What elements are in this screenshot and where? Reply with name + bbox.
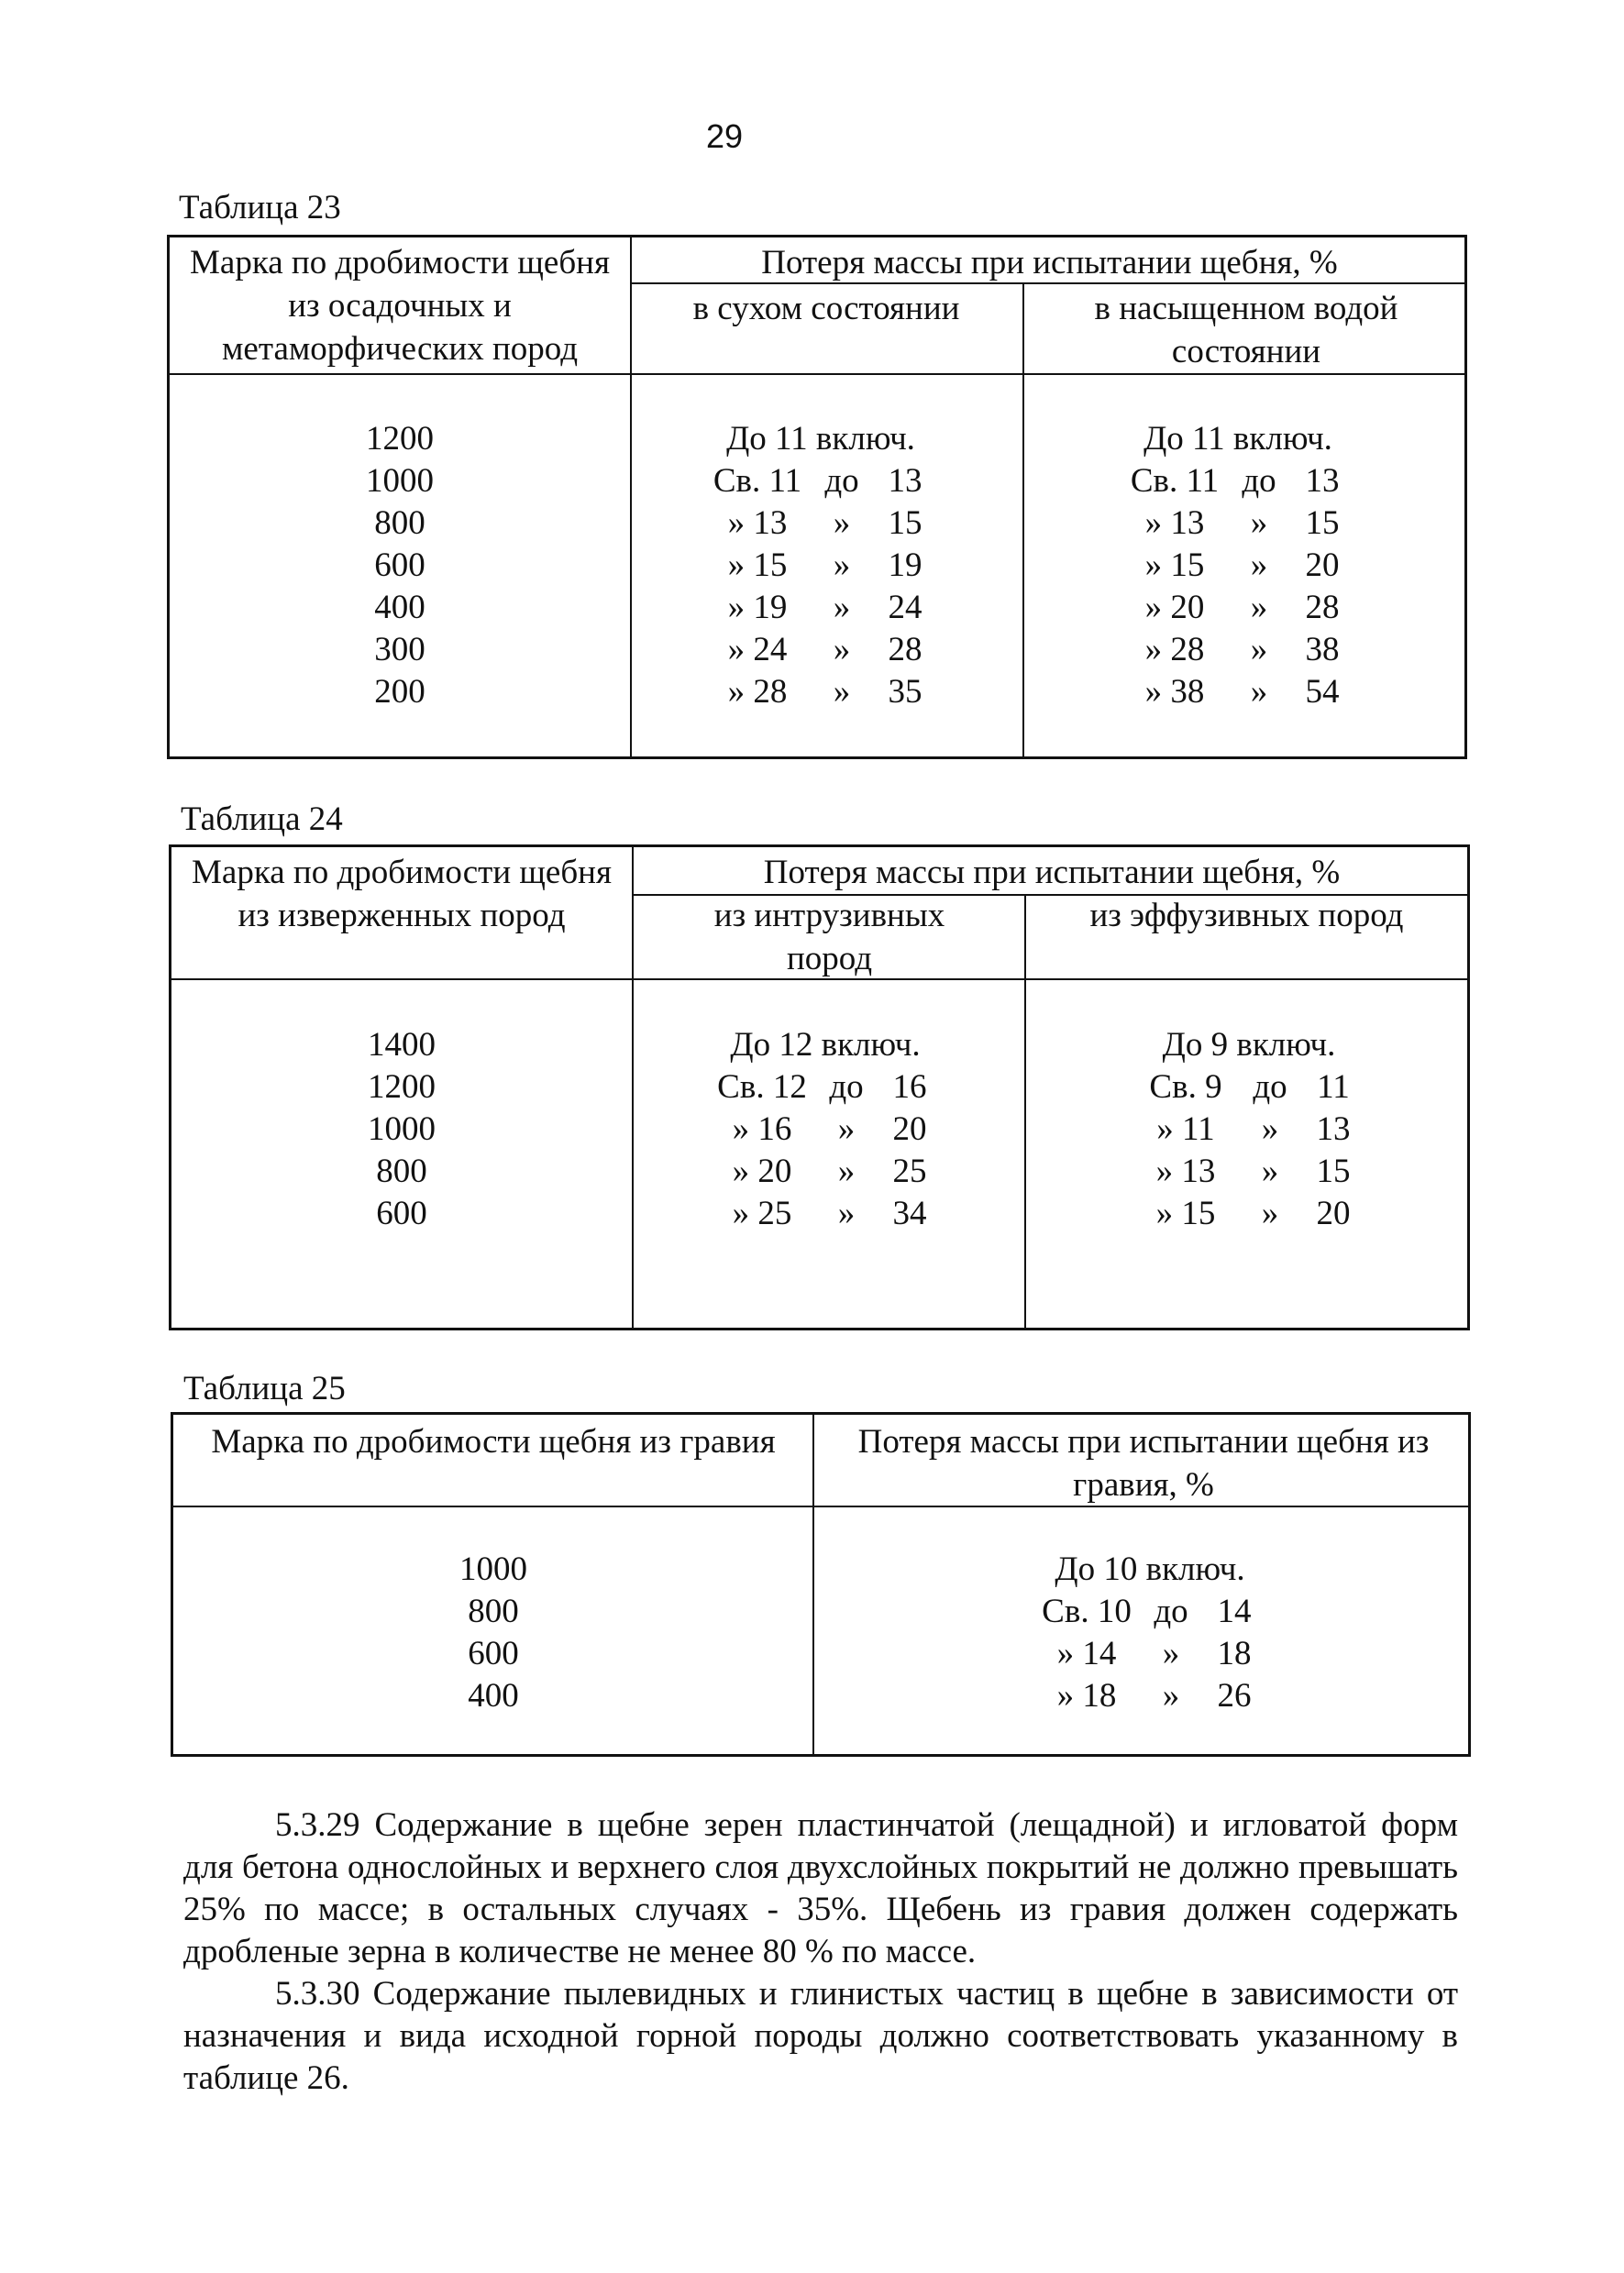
range-sep: » [1250, 504, 1268, 542]
range-sep: » [1261, 1195, 1279, 1232]
range-first: До 12 включ. [730, 1026, 921, 1064]
range-to: 28 [888, 631, 922, 668]
table-23-divider [170, 373, 1467, 375]
range-sep: » [837, 1195, 856, 1232]
range-to: 54 [1305, 673, 1340, 711]
range-first: До 11 включ. [726, 420, 915, 458]
range-to: 19 [888, 546, 922, 584]
table-23-saturated-values [1123, 418, 1353, 713]
table-25-col1-header: Марка по дробимости щебня из гравия [211, 1423, 776, 1461]
table-25-caption: Таблица 25 [183, 1370, 346, 1407]
grade-value: 800 [468, 1593, 519, 1630]
table-24-intrusive-values [711, 1024, 940, 1235]
grade-value: 1000 [366, 462, 434, 500]
table-25-col2-header: Потеря массы при испытании щебня из гравия, % [857, 1423, 1430, 1504]
grade-value: 1000 [459, 1550, 527, 1588]
range-sep: до [1253, 1068, 1287, 1106]
range-from: » 24 [727, 631, 788, 668]
grade-value: 1200 [368, 1068, 436, 1106]
range-to: 14 [1217, 1593, 1252, 1630]
range-to: 13 [1316, 1110, 1351, 1148]
range-sep: » [833, 631, 851, 668]
table-25-divider [812, 1415, 814, 1755]
range-to: 25 [892, 1153, 927, 1190]
range-first: До 9 включ. [1162, 1026, 1336, 1064]
table-25-grades [177, 1549, 810, 1717]
range-from: Св. 11 [1130, 462, 1220, 500]
grade-value: 1400 [368, 1026, 436, 1064]
table-24-divider [1024, 894, 1026, 1329]
table-23-col2-header: в сухом состоянии [692, 290, 960, 327]
range-sep: до [1154, 1593, 1188, 1630]
range-sep: » [1261, 1110, 1279, 1148]
range-sep: » [1250, 589, 1268, 626]
table-23 [167, 235, 1467, 759]
table-24-group-header: Потеря массы при испытании щебня, % [763, 854, 1341, 891]
grade-value: 400 [374, 589, 425, 626]
range-first: До 11 включ. [1143, 420, 1332, 458]
range-first: До 10 включ. [1055, 1550, 1245, 1588]
grade-value: 1000 [368, 1110, 436, 1148]
range-to: 18 [1217, 1635, 1252, 1672]
range-from: » 25 [732, 1195, 792, 1232]
page-number: 29 [705, 117, 744, 155]
range-from: » 19 [727, 589, 788, 626]
range-to: 38 [1305, 631, 1340, 668]
range-from: » 18 [1056, 1677, 1117, 1715]
range-from: Св. 11 [713, 462, 802, 500]
table-24-col3-header: из эффузивных пород [1089, 897, 1404, 934]
table-23-dry-values [706, 418, 935, 713]
paragraph-5-3-30: 5.3.30 Содержание пылевидных и глинистых частиц в щебне в зависимости от назначения и вида исходной горной породы должно соответствовать указанному в таблице 26. [183, 1975, 1458, 2097]
range-sep: до [824, 462, 859, 500]
grade-value: 800 [374, 504, 425, 542]
range-from: » 20 [732, 1153, 792, 1190]
range-from: » 28 [727, 673, 788, 711]
range-sep: до [1242, 462, 1276, 500]
table-24-grades [175, 1024, 628, 1235]
range-from: » 14 [1056, 1635, 1117, 1672]
range-to: 13 [888, 462, 922, 500]
range-from: Св. 9 [1149, 1068, 1222, 1106]
range-to: 20 [892, 1110, 927, 1148]
table-23-grades [173, 418, 626, 713]
range-to: 34 [892, 1195, 927, 1232]
range-from: » 13 [1155, 1153, 1216, 1190]
table-24-caption: Таблица 24 [181, 800, 343, 838]
table-24-divider [632, 847, 634, 1329]
range-to: 11 [1317, 1068, 1350, 1106]
range-sep: » [1250, 673, 1268, 711]
table-25-loss-values [1035, 1549, 1265, 1717]
grade-value: 300 [374, 631, 425, 668]
range-sep: » [837, 1110, 856, 1148]
range-to: 26 [1217, 1677, 1252, 1715]
range-sep: » [833, 589, 851, 626]
grade-value: 400 [468, 1677, 519, 1715]
range-to: 15 [1316, 1153, 1351, 1190]
range-sep: до [829, 1068, 864, 1106]
range-to: 13 [1305, 462, 1340, 500]
range-sep: » [837, 1153, 856, 1190]
range-from: Св. 12 [717, 1068, 807, 1106]
range-to: 15 [1305, 504, 1340, 542]
table-24-effusive-values [1134, 1024, 1364, 1235]
range-from: » 13 [1144, 504, 1205, 542]
table-23-divider [1022, 282, 1024, 757]
grade-value: 600 [376, 1195, 427, 1232]
range-to: 20 [1305, 546, 1340, 584]
range-sep: » [1261, 1153, 1279, 1190]
range-sep: » [1250, 631, 1268, 668]
grade-value: 800 [376, 1153, 427, 1190]
grade-value: 600 [468, 1635, 519, 1672]
paragraph-5-3-29: 5.3.29 Содержание в щебне зерен пластинчатой (лещадной) и игловатой форм для бетона однослойных и верхнего слоя двухслойных покрытий не должно превышать 25% по массе; в остальных случаях - 35%. Щебень из гравия должен содержать дробленые зерна в количестве не менее 80 % по массе. [183, 1806, 1458, 1970]
range-sep: » [833, 546, 851, 584]
range-to: 24 [888, 589, 922, 626]
grade-value: 1200 [366, 420, 434, 458]
range-to: 20 [1316, 1195, 1351, 1232]
table-25 [171, 1412, 1471, 1757]
grade-value: 600 [374, 546, 425, 584]
range-sep: » [1162, 1635, 1180, 1672]
range-sep: » [833, 504, 851, 542]
range-from: » 15 [1144, 546, 1205, 584]
table-23-col3-header: в насыщенном водой состоянии [1094, 290, 1398, 370]
range-from: » 15 [1155, 1195, 1216, 1232]
range-from: » 15 [727, 546, 788, 584]
table-23-group-header: Потеря массы при испытании щебня, % [761, 244, 1338, 281]
range-from: » 13 [727, 504, 788, 542]
range-sep: » [1250, 546, 1268, 584]
range-to: 35 [888, 673, 922, 711]
range-to: 15 [888, 504, 922, 542]
range-from: Св. 10 [1042, 1593, 1132, 1630]
table-24-col1-header: Марка по дробимости щебня из изверженных пород [192, 854, 612, 934]
range-to: 16 [892, 1068, 927, 1106]
range-from: » 38 [1144, 673, 1205, 711]
range-sep: » [833, 673, 851, 711]
range-from: » 20 [1144, 589, 1205, 626]
range-from: » 16 [732, 1110, 792, 1148]
table-24 [169, 844, 1470, 1330]
grade-value: 200 [374, 673, 425, 711]
range-sep: » [1162, 1677, 1180, 1715]
table-24-col2-header: из интрузивных пород [713, 897, 945, 977]
range-from: » 11 [1156, 1110, 1215, 1148]
table-23-col1-header: Марка по дробимости щебня из осадочных и метаморфических пород [190, 244, 610, 368]
range-from: » 28 [1144, 631, 1205, 668]
range-to: 28 [1305, 589, 1340, 626]
table-23-caption: Таблица 23 [179, 189, 341, 226]
